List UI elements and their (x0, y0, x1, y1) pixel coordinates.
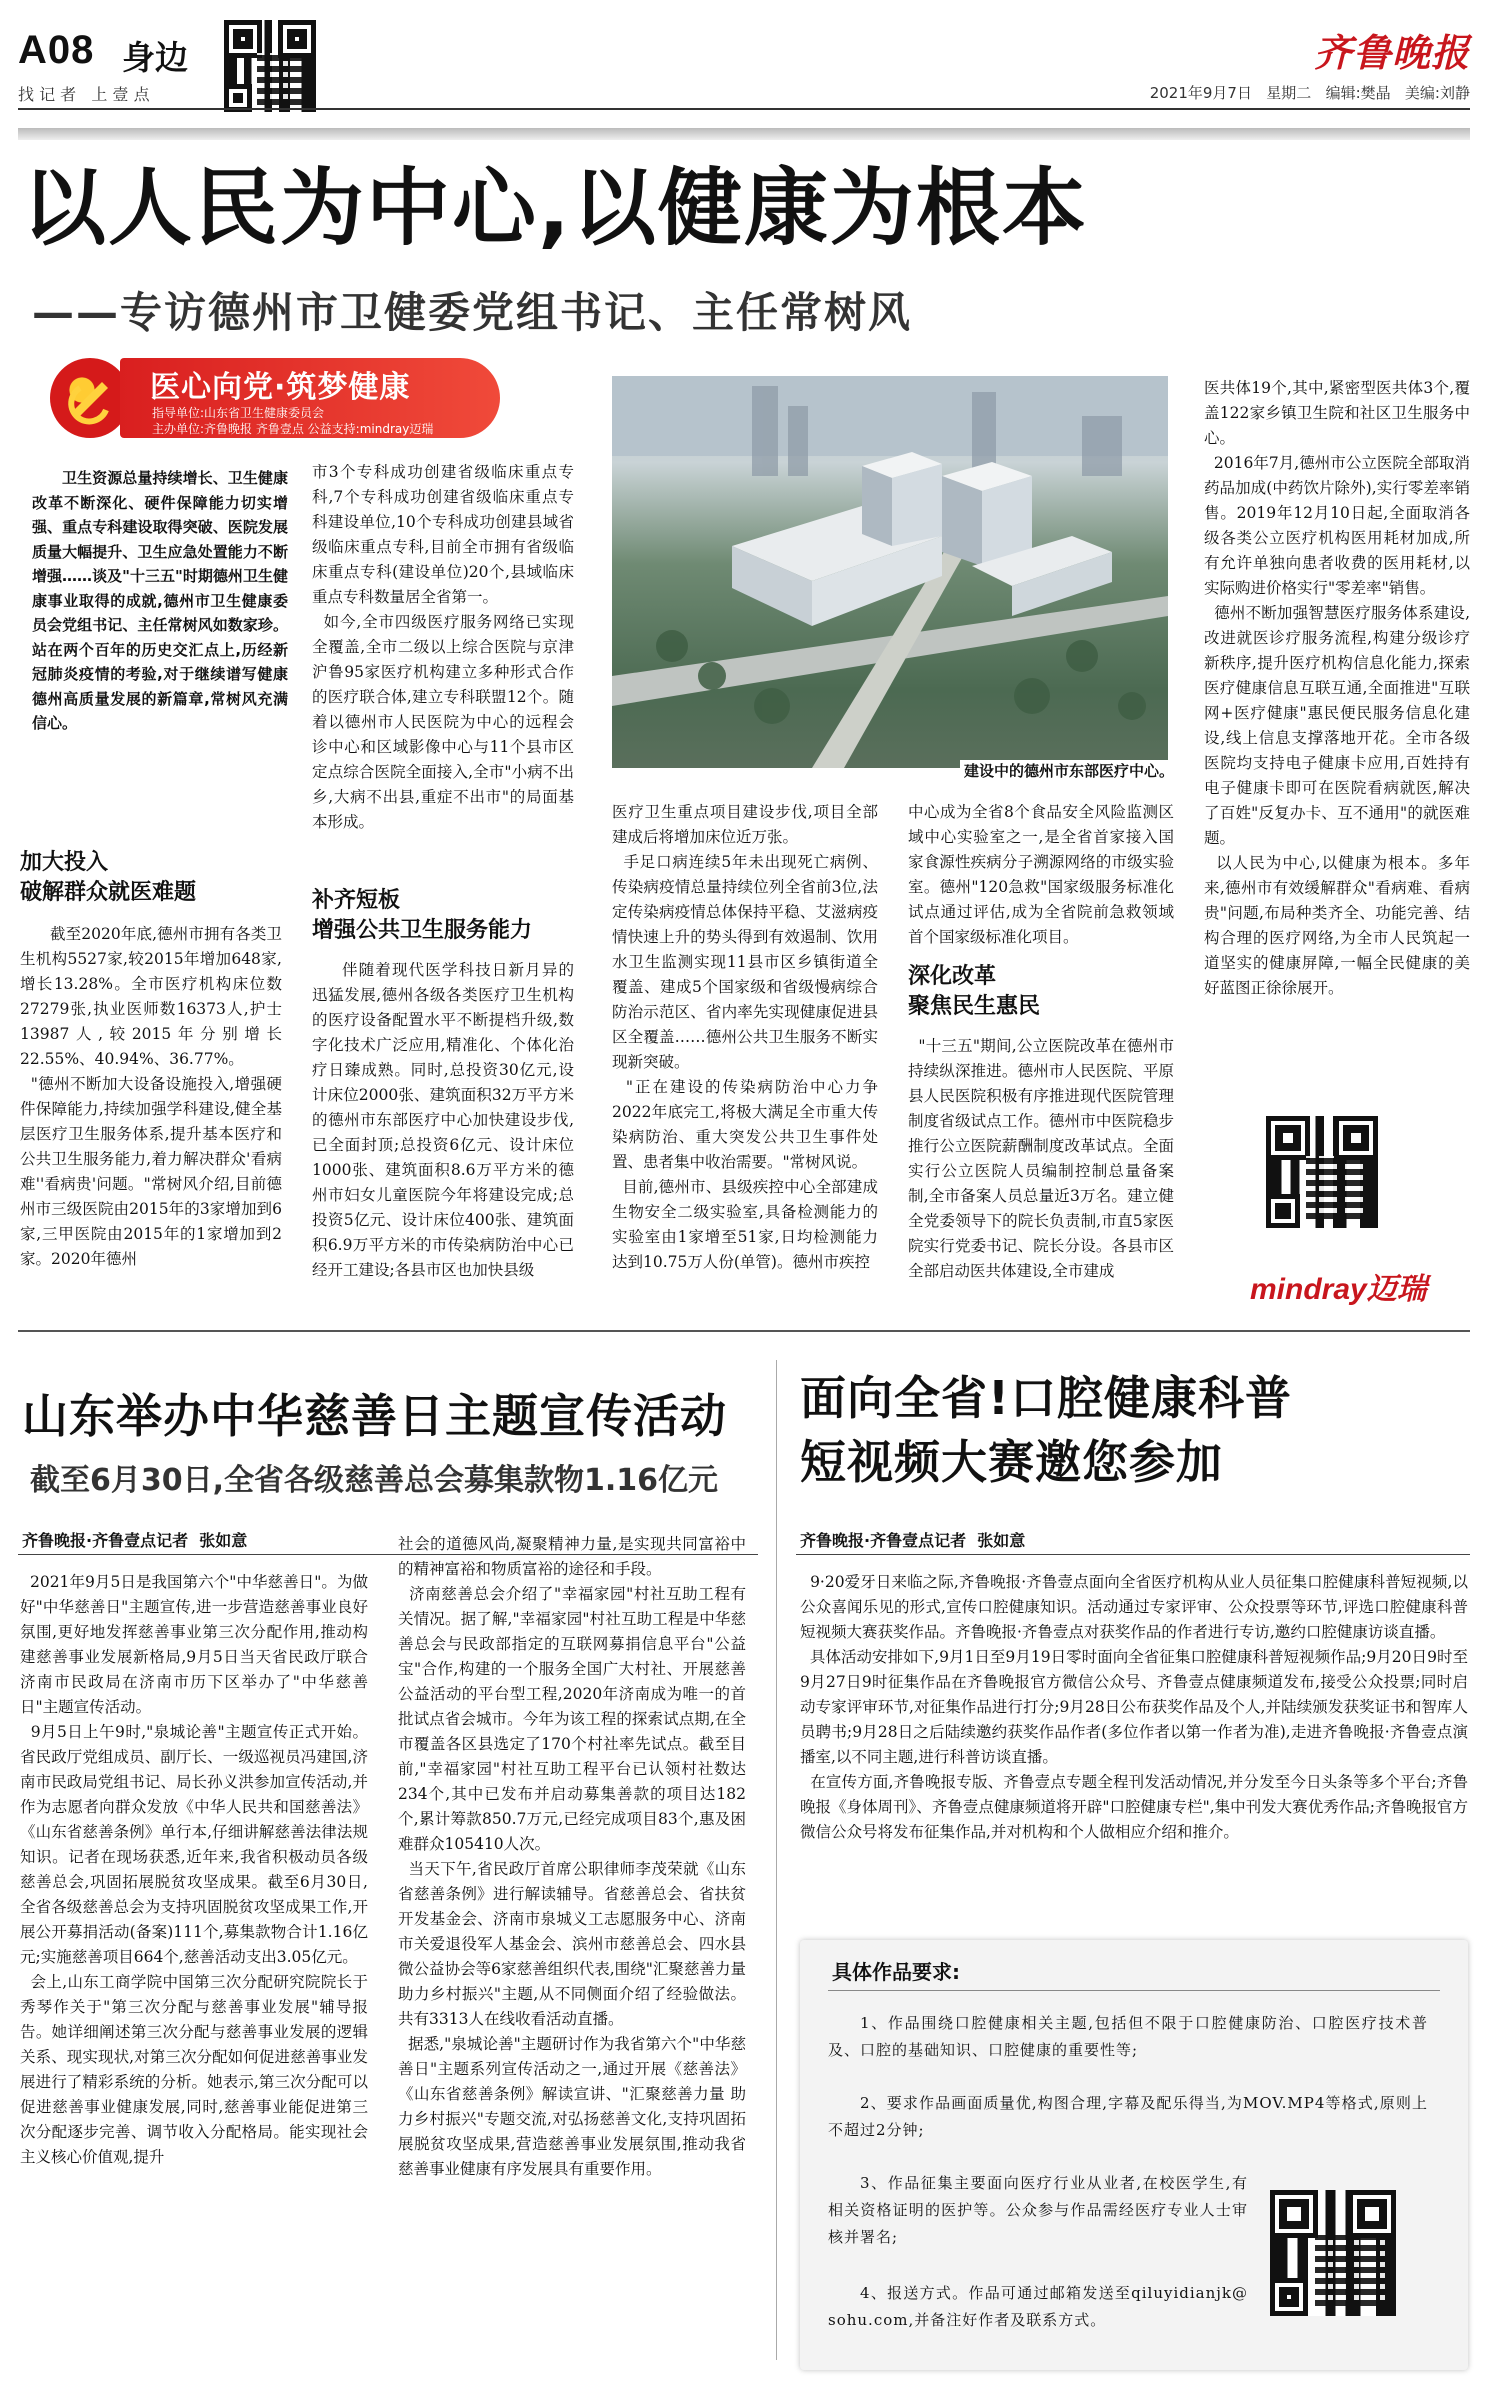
charity-headline: 山东举办中华慈善日主题宣传活动 (22, 1389, 727, 1443)
main-col-3: 医疗卫生重点项目建设步伐,项目全部建成后将增加床位近万张。 手足口病连续5年未出现死亡病例、传染病疫情总量持续位列全省前3位,法定传染病疫情总体保持平稳、艾滋病疫情快速上升的势头得到有效遏制、饮用水卫生监测实现11县市区乡镇街道全覆盖、建成5个国家级和省级慢病综合防治示范区、省内率先实现健康促进县区全覆盖……德州公共卫生服务不断实现新突破。 "正在建设的传染病防治中心力争2022年底完工,将极大满足全市重大传染病防治、重大突发公共卫生事件处置、患者集中收治需要。"常树风说。 目前,德州市、县级疾控中心全部建成生物安全二级实验室,具备检测能力的实验室由1家增至51家,日均检测能力达到10.75万人份(单管)。德州市疾控 (612, 803, 878, 1271)
main-col-2: 市3个专科成功创建省级临床重点专科,7个专科成功创建省级临床重点专科建设单位,10个专科成功创建县域省级临床重点专科,目前全市拥有省级临床重点专科(建设单位)20个,县域临床重点专科数量居全省第一。 如今,全市四级医疗服务网络已实现全覆盖,全市二级以上综合医院与京津沪鲁95家医疗机构建立多种形式合作的医疗联合体,建立专科联盟12个。随着以德州市人民医院为中心的远程会诊中心和区域影像中心与11个县市区定点综合医院全面接入,全市"小病不出乡,大病不出县,重症不出市"的局面基本形成。 (312, 463, 574, 831)
sponsor-qr-code[interactable] (1266, 1116, 1378, 1228)
dateline: 2021年9月7日 星期二 编辑:樊晶 美编:刘静 (1149, 84, 1470, 102)
main-col-1: 截至2020年底,德州市拥有各类卫生机构5527家,较2015年增加648家,增长13.28%。全市医疗机构床位数27279张,执业医师数16373人,护士13987人,较2015年分别增长22.55%、40.94%、36.77%。 "德州不断加大设备设施投入,增强硬件保障能力,持续加强学科建设,健全基层医疗卫生服务体系,提升基本医疗和公共卫生服务能力,着力解决群众'看病难''看病贵'问题。"常树风介绍,目前德州市三级医院由2015年的3家增加到6家,三甲医院由2015年的1家增加到2家。2020年德州 (20, 925, 282, 1268)
charity-byline: 齐鲁晚报·齐鲁壹点记者 张如意 (22, 1531, 248, 1550)
main-col-4b: "十三五"期间,公立医院改革在德州市持续纵深推进。德州市人民医院、平原县人民医院积极有序推进现代医院管理制度省级试点工作。德州市中医院稳步推行公立医院薪酬制度改革试点。全面实行公立医院人员编制控制总量备案制,全市备案人员总量近3万名。建立健全党委领导下的院长负责制,市直5家医院实行党委书记、院长分设。各县市区全部启动医共体建设,全市建成 (908, 1037, 1174, 1280)
subhead-invest: 加大投入 破解群众就医难题 (20, 850, 197, 905)
photo-caption: 建设中的德州市东部医疗中心。 (960, 760, 1178, 781)
main-col-2b: 伴随着现代医学科技日新月异的迅猛发展,德州各级各类医疗卫生机构的医疗设备配置水平不断提档升级,数字化技术广泛应用,精准化、个体化治疗日臻成熟。同时,总投资30亿元,设计床位2000张、建筑面积32万平方米的德州市东部医疗中心加快建设步伐,已全面封顶;总投资6亿元、设计床位1000张、建筑面积8.6万平方米的德州市妇女儿童医院今年将建设完成;总投资5亿元、设计床位400张、建筑面积6.9万平方米的市传染病防治中心已经开工建设;各县市区也加快县级 (312, 961, 574, 1279)
requirement-item-4: 4、报送方式。作品可通过邮箱发送至qiluyidianjk@sohu.com,并备注好作者及联系方式。 (828, 2284, 1248, 2329)
subhead-public-health: 补齐短板 增强公共卫生服务能力 (312, 888, 533, 943)
paper-logo: 齐鲁晚报 (1313, 30, 1470, 75)
charity-col-1: 2021年9月5日是我国第六个"中华慈善日"。为做好"中华慈善日"主题宣传,进一步营造慈善事业良好氛围,更好地发挥慈善事业第三次分配作用,推动构建慈善事业发展新格局,9月5日当天省民政厅联合济南市民政局在济南市历下区举办了"中华慈善日"主题宣传活动。 9月5日上午9时,"泉城论善"主题宣传正式开始。省民政厅党组成员、副厅长、一级巡视员冯建国,济南市民政局党组书记、局长孙义洪参加宣传活动,并作为志愿者向群众发放《中华人民共和国慈善法》《山东省慈善条例》单行本,仔细讲解慈善法律法规知识。记者在现场获悉,近年来,我省积极动员各级慈善总会,巩固拓展脱贫攻坚成果。截至6月30日,全省各级慈善总会为支持巩固脱贫攻坚成果工作,开展公开募捐活动(备案)111个,募集款物合计1.16亿元;实施慈善项目664个,慈善活动支出3.05亿元。 会上,山东工商学院中国第三次分配研究院院长于秀琴作关于"第三次分配与慈善事业发展"辅导报告。她详细阐述第三次分配与慈善事业发展的逻辑关系、现实现状,对第三次分配如何促进慈善事业发展进行了精彩系统的分析。她表示,第三次分配可以促进慈善事业健康发展,同时,慈善事业能促进第三次分配逐步完善、调节收入分配格局。能实现社会主义核心价值观,提升 (20, 1573, 368, 2166)
requirements-title-rule (828, 1990, 1440, 1991)
oral-byline: 齐鲁晚报·齐鲁壹点记者 张如意 (800, 1531, 1026, 1550)
contest-qr-code[interactable] (1270, 2190, 1396, 2316)
masthead-shadow-bar (18, 128, 1470, 140)
section-name: 身边 (122, 38, 188, 77)
party-emblem-icon (50, 358, 130, 438)
requirements-box (800, 1940, 1468, 2370)
requirement-item-2: 2、要求作品画面质量优,构图合理,字幕及配乐得当,为MOV.MP4等格式,原则上不超过2分钟; (828, 2094, 1428, 2139)
slogan: 找 记 者 上 壹 点 (18, 85, 150, 104)
main-subhead: ——专访德州市卫健委党组书记、主任常树风 (32, 288, 913, 337)
section-divider (18, 1330, 1470, 1332)
charity-col-2: 社会的道德风尚,凝聚精神力量,是实现共同富裕中的精神富裕和物质富裕的途径和手段。 济南慈善总会介绍了"幸福家园"村社互助工程有关情况。据了解,"幸福家园"村社互助工程是中华慈善总会与民政部指定的互联网募捐信息平台"公益宝"合作,构建的一个服务全国广大村社、开展慈善公益活动的平台型工程,2020年济南成为唯一的首批试点省会城市。今年为该工程的探索试点期,在全市覆盖各区县选定了170个村社率先试点。截至目前,"幸福家园"村社互助工程平台已认领村社数达234个,其中已发布并启动募集善款的项目达182个,累计筹款850.7万元,已经完成项目83个,惠及困难群众105410人次。 当天下午,省民政厅首席公职律师李茂荣就《山东省慈善条例》进行解读辅导。省慈善总会、省扶贫开发基金会、济南市泉城义工志愿服务中心、济南市关爱退役军人基金会、滨州市慈善总会、四水县微公益协会等6家慈善组织代表,围绕"汇聚慈善力量 助力乡村振兴"主题,从不同侧面介绍了经验做法。共有3313人在线收看活动直播。 据悉,"泉城论善"主题研讨作为我省第六个"中华慈善日"主题系列宣传活动之一,通过开展《慈善法》《山东省慈善条例》解读宣讲、"汇聚慈善力量 助力乡村振兴"专题交流,对弘扬慈善文化,支持巩固拓展脱贫攻坚成果,营造慈善事业发展氛围,推动我省慈善事业健康有序发展具有重要作用。 (398, 1535, 746, 2178)
requirement-item-3: 3、作品征集主要面向医疗行业从业者,在校医学生,有相关资格证明的医护等。公众参与作品需经医疗专业人士审核并署名; (828, 2174, 1248, 2246)
banner-title: 医心向党·筑梦健康 (150, 370, 411, 405)
main-col-4a: 中心成为全省8个食品安全风险监测区域中心实验室之一,是全省首家接入国家食源性疾病分子溯源网络的市级实验室。德州"120急救"国家级服务标准化试点通过评估,成为全省院前急救领域首个国家级标准化项目。 (908, 803, 1174, 946)
requirements-title: 具体作品要求: (832, 1960, 960, 1984)
main-headline: 以人民为中心,以健康为根本 (22, 159, 1088, 257)
oral-body: 9·20爱牙日来临之际,齐鲁晚报·齐鲁壹点面向全省医疗机构从业人员征集口腔健康科普短视频,以公众喜闻乐见的形式,宣传口腔健康知识。活动通过专家评审、公众投票等环节,评选口腔健康科普短视频大赛获奖作品。齐鲁晚报·齐鲁壹点对获奖作品的作者进行专访,邀约口腔健康访谈直播。 具体活动安排如下,9月1日至9月19日零时面向全省征集口腔健康科普短视频作品;9月20日9时至9月27日9时征集作品在齐鲁晚报官方微信公众号、齐鲁壹点健康频道发布,接受公众投票;同时启动专家评审环节,对征集作品进行打分;9月28日公布获奖作品及个人,并陆续颁发获奖证书和智库人员聘书;9月28日之后陆续邀约获奖作品作者(多位作者以第一作者为准),走进齐鲁晚报·齐鲁壹点演播室,以不同主题,进行科普访谈直播。 在宣传方面,齐鲁晚报专版、齐鲁壹点专题全程刊发活动情况,并分发至今日头条等多个平台;齐鲁晚报《身体周刊》、齐鲁壹点健康频道将开辟"口腔健康专栏",集中刊发大赛优秀作品;齐鲁晚报官方微信公众号将发布征集作品,并对机构和个人做相应介绍和推介。 (800, 1573, 1469, 1841)
sponsor-logo: mindray迈瑞 (1250, 1273, 1427, 1306)
charity-subhead: 截至6月30日,全省各级慈善总会募集款物1.16亿元 (30, 1463, 719, 1498)
page-code: A08 (18, 28, 95, 72)
banner-line: 指导单位:山东省卫生健康委员会 (152, 406, 325, 420)
subhead-reform: 深化改革 聚焦民生惠民 (908, 964, 1041, 1019)
requirement-item-1: 1、作品围绕口腔健康相关主题,包括但不限于口腔健康防治、口腔医疗技术普及、口腔的基础知识、口腔健康的重要性等; (828, 2014, 1428, 2059)
column-banner (50, 352, 500, 444)
masthead-qr-code[interactable] (224, 20, 316, 112)
banner-line-2: 主办单位:齐鲁晚报 齐鲁壹点 公益支持:mindray迈瑞 (152, 422, 434, 436)
oral-headline-line-1: 面向全省!口腔健康科普 (800, 1371, 1292, 1425)
oral-byline-rule (796, 1554, 1470, 1555)
column-divider (776, 1360, 777, 2360)
masthead-rule (18, 108, 1470, 110)
main-lead: 卫生资源总量持续增长、卫生健康改革不断深化、硬件保障能力切实增强、重点专科建设取得突破、医院发展质量大幅提升、卫生应急处置能力不断增强……谈及"十三五"时期德州卫生健康事业取得的成就,德州市卫生健康委员会党组书记、主任常树风如数家珍。站在两个百年的历史交汇点上,历经新冠肺炎疫情的考验,对于继续谱写健康德州高质量发展的新篇章,常树风充满信心。 (32, 469, 288, 732)
main-col-5: 医共体19个,其中,紧密型医共体3个,覆盖122家乡镇卫生院和社区卫生服务中心。 2016年7月,德州市公立医院全部取消药品加成(中药饮片除外),实行零差率销售。2019年12月10日起,全面取消各级各类公立医疗机构医用耗材加成,所有允许单独向患者收费的医用耗材,以实际购进价格实行"零差率"销售。 德州不断加强智慧医疗服务体系建设,改进就医诊疗服务流程,构建分级诊疗新秩序,提升医疗机构信息化能力,探索医疗健康信息互联互通,全面推进"互联网+医疗健康"惠民便民服务信息化建设,线上信息支撑落地开花。全市各级医院均支持电子健康卡应用,百姓持有电子健康卡即可在医院看病就医,解决了百姓"反复办卡、互不通用"的就医难题。 以人民为中心,以健康为根本。多年来,德州市有效缓解群众"看病难、看病贵"问题,布局种类齐全、功能完善、结构合理的医疗网络,为全市人民筑起一道坚实的健康屏障,一幅全民健康的美好蓝图正徐徐展开。 (1204, 379, 1470, 997)
hospital-rendering-image (612, 376, 1168, 768)
oral-headline-line-2: 短视频大赛邀您参加 (800, 1435, 1223, 1489)
